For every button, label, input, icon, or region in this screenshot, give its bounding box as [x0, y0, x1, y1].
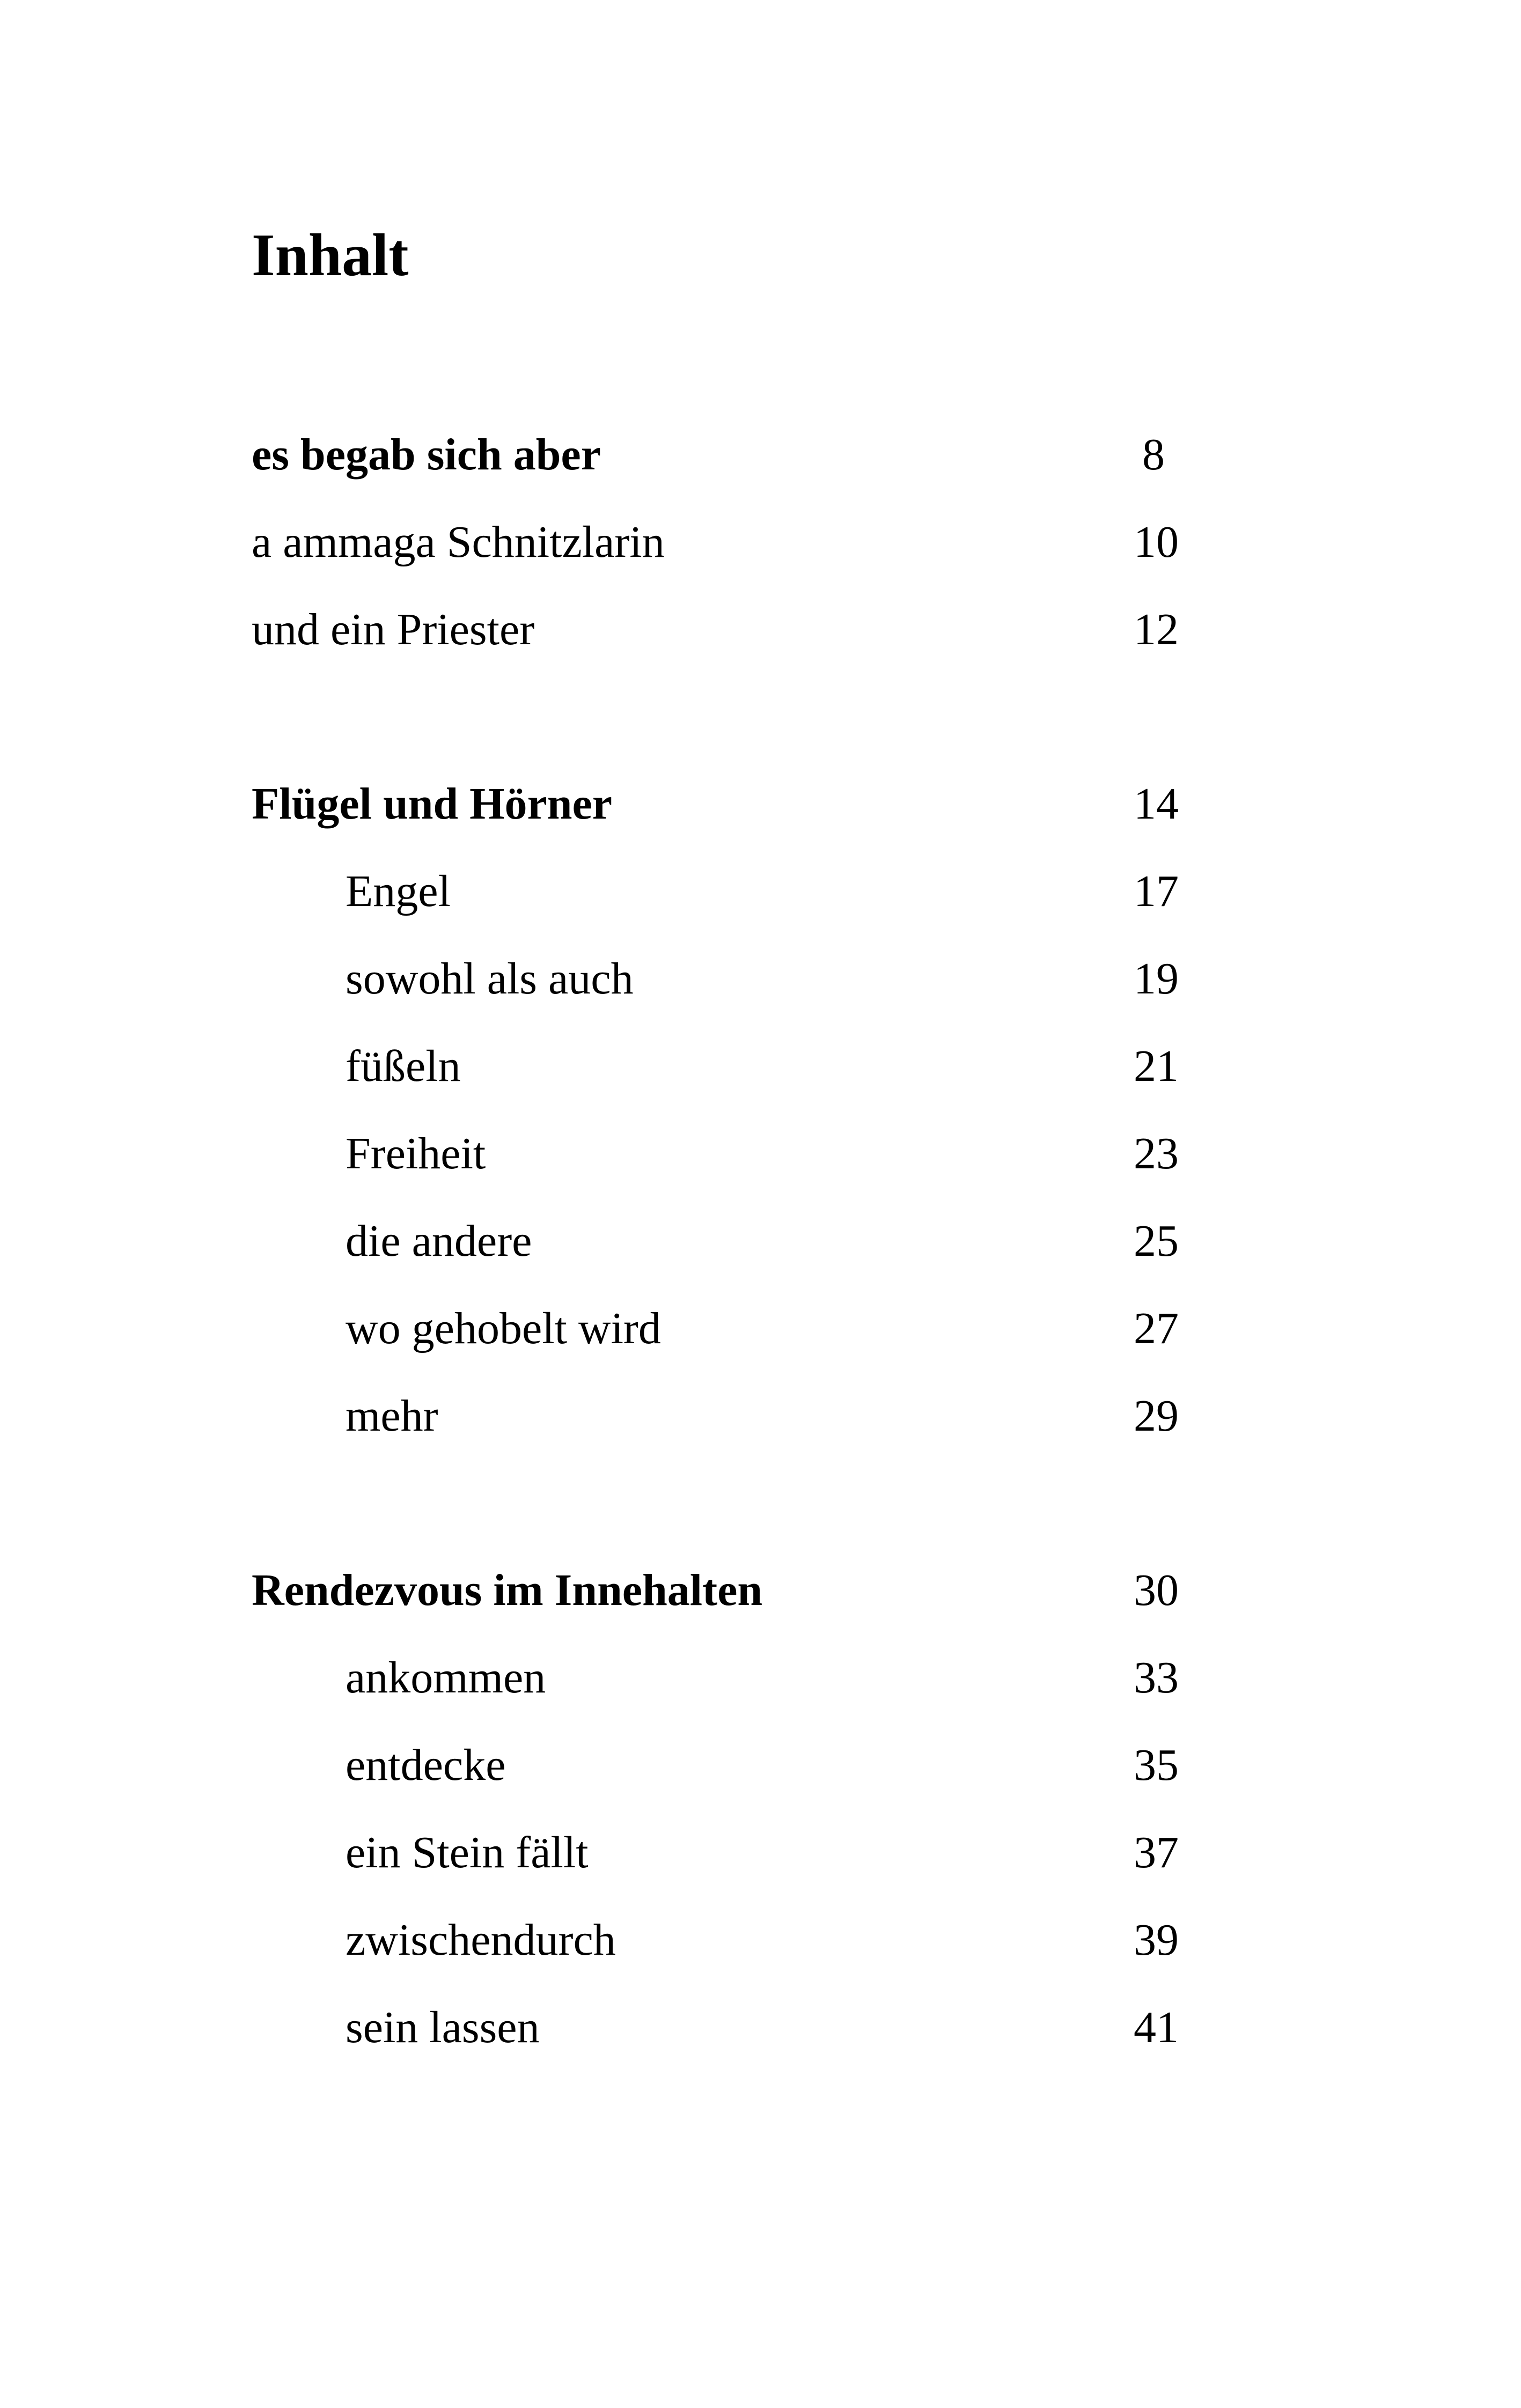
toc-entry-page: 27 — [1134, 1304, 1179, 1353]
toc-section-heading[interactable] — [252, 1558, 1179, 1623]
toc-entry[interactable] — [252, 859, 1179, 924]
toc-entry-page: 12 — [1134, 605, 1179, 654]
toc-entry-page: 10 — [1134, 517, 1179, 567]
toc-entry[interactable] — [252, 947, 1179, 1011]
toc-entry[interactable] — [252, 1297, 1179, 1361]
toc-entry[interactable] — [252, 1733, 1179, 1798]
toc-entry[interactable] — [252, 1908, 1179, 1972]
toc-entry[interactable] — [252, 1995, 1179, 2060]
toc-entry[interactable] — [252, 1034, 1179, 1099]
toc-entry-label: die andere — [346, 1216, 532, 1266]
toc-entry[interactable] — [252, 598, 1179, 662]
toc-entry-page: 29 — [1134, 1391, 1179, 1441]
toc-entry-label: sowohl als auch — [346, 954, 634, 1004]
toc-entry-page: 37 — [1134, 1828, 1179, 1877]
toc-entry-label: ankommen — [346, 1653, 546, 1703]
toc-entry[interactable] — [252, 1646, 1179, 1710]
toc-entry-page: 19 — [1134, 954, 1179, 1004]
toc-entry-label: entdecke — [346, 1740, 506, 1790]
toc-entry-page: 23 — [1134, 1129, 1179, 1179]
toc-entry-page: 17 — [1134, 866, 1179, 916]
toc-entry-label: zwischendurch — [346, 1915, 616, 1965]
toc-entry-page: 33 — [1134, 1653, 1179, 1703]
toc-entry[interactable] — [252, 1384, 1179, 1448]
toc-entry-page: 25 — [1134, 1216, 1179, 1266]
toc-entry-label: ein Stein fällt — [346, 1828, 589, 1877]
toc-entry-label: und ein Priester — [252, 605, 535, 654]
toc-entry[interactable] — [252, 1209, 1179, 1273]
toc-section-heading[interactable] — [252, 772, 1179, 836]
toc-entry-page: 14 — [1134, 779, 1179, 829]
toc-entry-label: es begab sich aber — [252, 430, 601, 480]
toc-entry-label: a ammaga Schnitzlarin — [252, 517, 665, 567]
toc-entry[interactable] — [252, 510, 1179, 575]
toc-entry-page: 8 — [1142, 430, 1165, 480]
toc-entry-page: 35 — [1134, 1740, 1179, 1790]
toc-entry-page: 39 — [1134, 1915, 1179, 1965]
toc-entry-page: 30 — [1134, 1565, 1179, 1615]
toc-entry-label: mehr — [346, 1391, 438, 1441]
toc-entry-label: Freiheit — [346, 1129, 486, 1179]
toc-entry-label: füßeln — [346, 1041, 461, 1091]
toc-entry-page: 41 — [1134, 2002, 1179, 2052]
toc-entry-page: 21 — [1134, 1041, 1179, 1091]
toc-section-heading[interactable] — [252, 423, 1179, 487]
page-title: Inhalt — [252, 222, 409, 289]
toc-entry-label: Engel — [346, 866, 451, 916]
toc-entry-label: wo gehobelt wird — [346, 1304, 661, 1353]
toc-entry[interactable] — [252, 1122, 1179, 1186]
toc-entry-label: sein lassen — [346, 2002, 540, 2052]
toc-entry[interactable] — [252, 1821, 1179, 1885]
toc-entry-label: Rendezvous im Innehalten — [252, 1565, 763, 1615]
toc-entry-label: Flügel und Hörner — [252, 779, 613, 829]
